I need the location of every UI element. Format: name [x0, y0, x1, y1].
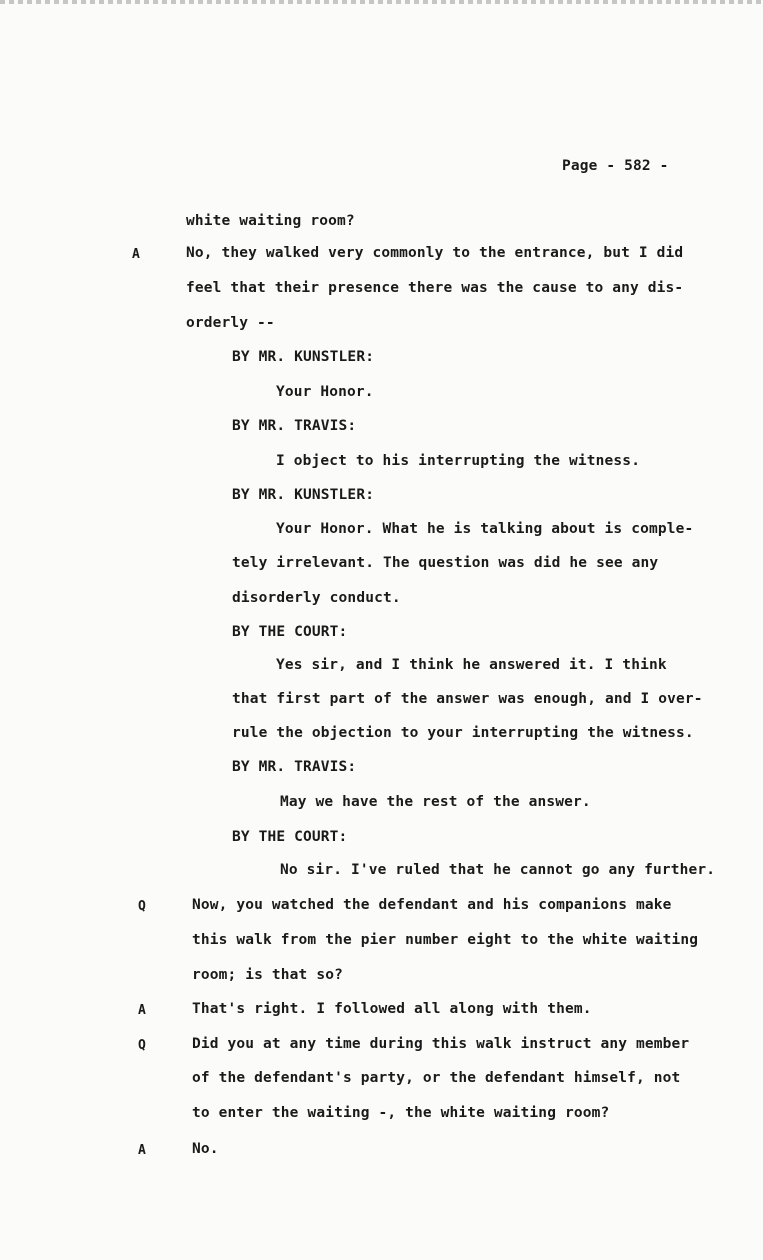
transcript-line: May we have the rest of the answer.: [280, 794, 591, 810]
speaker-heading: BY MR. KUNSTLER:: [232, 487, 375, 503]
speaker-heading: BY MR. TRAVIS:: [232, 418, 357, 434]
transcript-line: this walk from the pier number eight to the white waiting: [192, 932, 699, 948]
transcript-line: Now, you watched the defendant and his companions make: [192, 897, 672, 913]
transcript-line: disorderly conduct.: [232, 590, 401, 606]
transcript-line: room; is that so?: [192, 967, 343, 983]
transcript-line: Your Honor. What he is talking about is comple-: [276, 521, 694, 537]
transcript-line: No sir. I've ruled that he cannot go any further.: [280, 862, 716, 878]
speaker-marker-question: Q: [138, 1038, 146, 1053]
speaker-heading: BY MR. KUNSTLER:: [232, 349, 375, 365]
transcript-line: that first part of the answer was enough, and I over-: [232, 691, 703, 707]
speaker-marker-answer: A: [138, 1143, 146, 1158]
transcript-line: to enter the waiting -, the white waiting room?: [192, 1105, 610, 1121]
transcript-line: rule the objection to your interrupting the witness.: [232, 725, 694, 741]
page-number: Page - 582 -: [562, 158, 669, 174]
speaker-marker-question: Q: [138, 899, 146, 914]
speaker-heading: BY MR. TRAVIS:: [232, 759, 357, 775]
transcript-line: feel that their presence there was the cause to any dis-: [186, 280, 684, 296]
transcript-line: of the defendant's party, or the defendant himself, not: [192, 1070, 681, 1086]
transcript-line: No.: [192, 1141, 219, 1157]
transcript-line: tely irrelevant. The question was did he see any: [232, 555, 659, 571]
transcript-line: No, they walked very commonly to the entrance, but I did: [186, 245, 684, 261]
transcript-line: white waiting room?: [186, 213, 355, 229]
speaker-heading: BY THE COURT:: [232, 624, 348, 640]
speaker-marker-answer: A: [138, 1003, 146, 1018]
page-top-edge: [0, 0, 763, 4]
transcript-line: That's right. I followed all along with them.: [192, 1001, 592, 1017]
transcript-line: orderly --: [186, 315, 275, 331]
transcript-line: I object to his interrupting the witness.: [276, 453, 641, 469]
transcript-line: Your Honor.: [276, 384, 374, 400]
speaker-marker-answer: A: [132, 247, 140, 262]
transcript-line: Did you at any time during this walk instruct any member: [192, 1036, 690, 1052]
transcript-line: Yes sir, and I think he answered it. I think: [276, 657, 667, 673]
speaker-heading: BY THE COURT:: [232, 829, 348, 845]
